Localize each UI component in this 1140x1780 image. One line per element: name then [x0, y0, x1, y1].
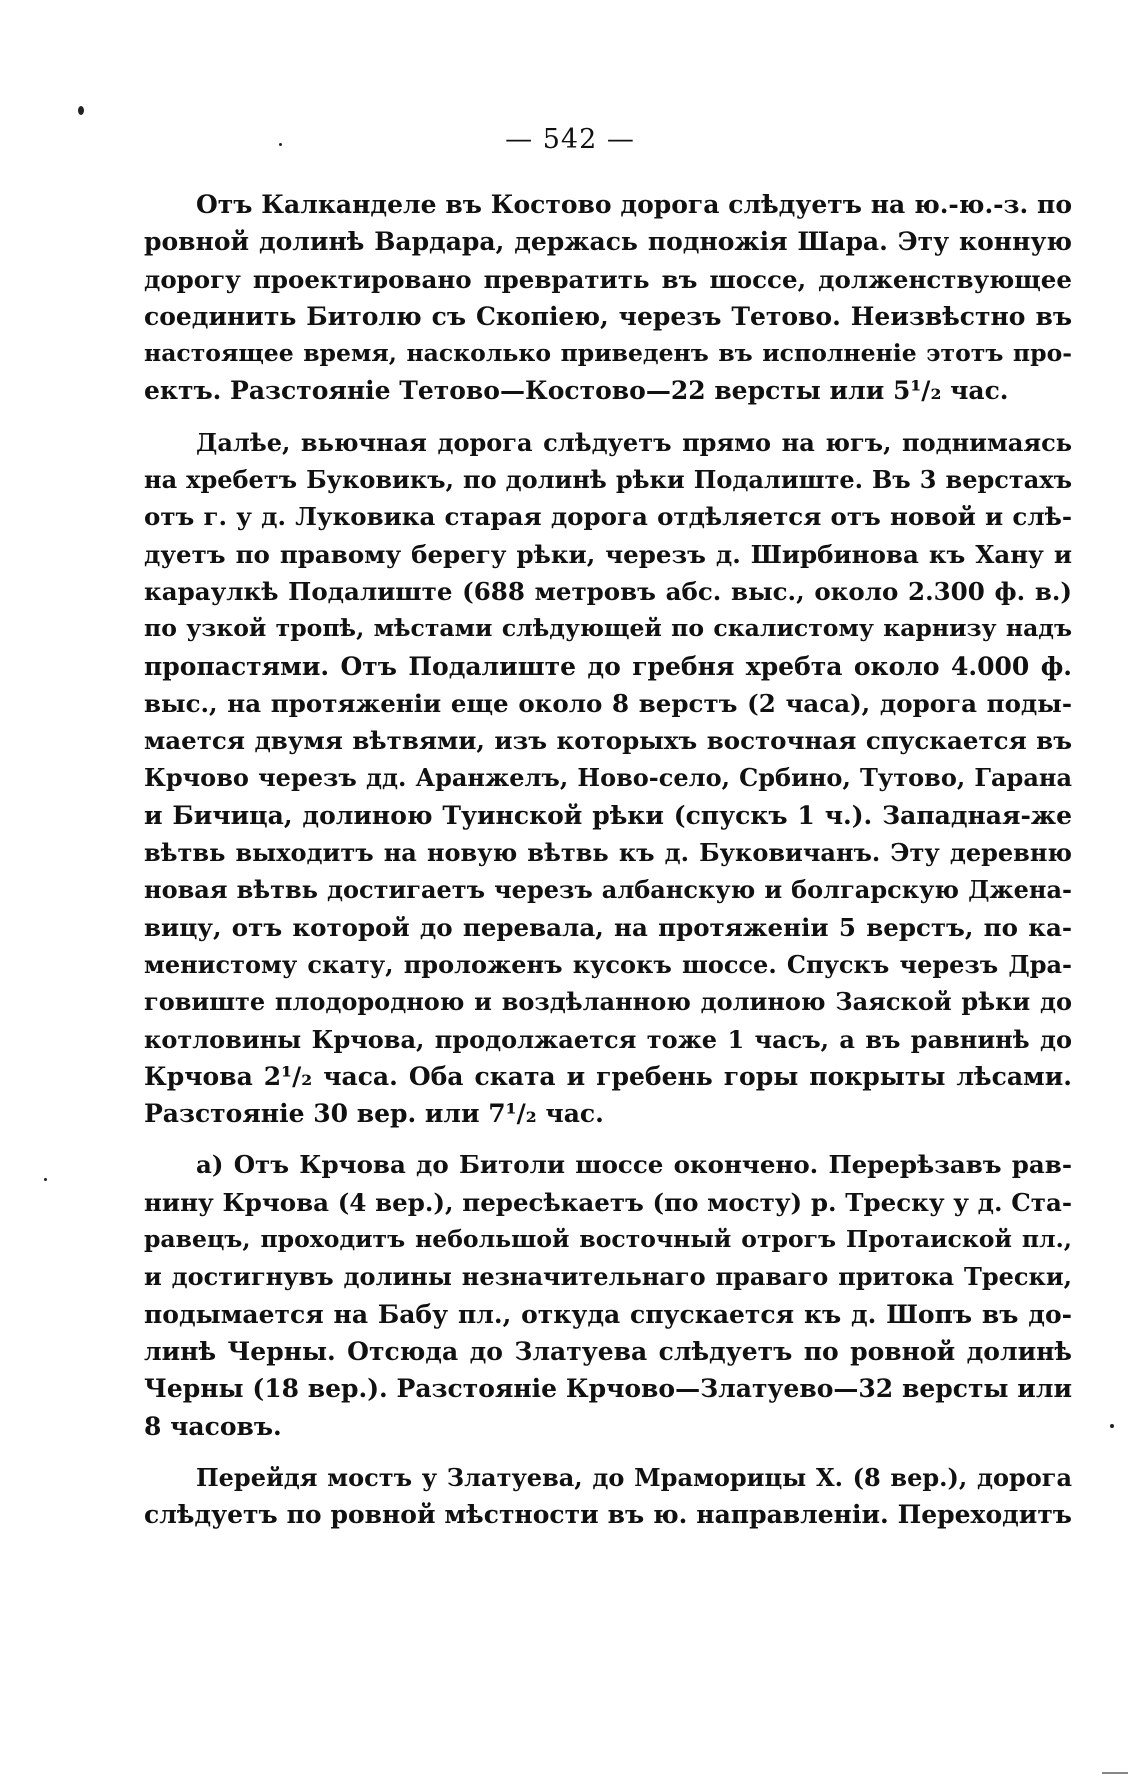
text-line: Отъ Калканделе въ Костово дорога слѣдуетъ на ю.-ю.-з. по: [196, 190, 1072, 219]
text-line: слѣдуетъ по ровной мѣстности въ ю. направленіи. Переходитъ: [144, 1500, 1072, 1530]
text-line: Крчова 2¹/₂ часа. Оба ската и гребень горы покрыты лѣсами.: [144, 1061, 1072, 1091]
text-line: ровной долинѣ Вардара, держась подножія Шара. Эту конную: [144, 227, 1072, 257]
paragraph-1: [144, 186, 1072, 410]
text-line: Разстояніе 30 вер. или 7¹/₂ час.: [144, 1099, 604, 1129]
text-line: котловины Крчова, продолжается тоже 1 часъ, а въ равнинѣ до: [144, 1024, 1072, 1054]
paragraph-4: [144, 1459, 1072, 1534]
text-line: a) Отъ Крчова до Битоли шоссе окончено. Перерѣзавъ рав-: [196, 1150, 1072, 1180]
text-line: пропастями. Отъ Подалиште до гребня хребта около 4.000 ф.: [144, 651, 1072, 681]
text-line: дорогу проектировано превратить въ шоссе, долженствующее: [144, 264, 1072, 294]
text-line: караулкѣ Подалиште (688 метровъ абс. выс., около 2.300 ф. в.): [144, 576, 1072, 606]
text-line: Далѣе, вьючная дорога слѣдуетъ прямо на югъ, поднимаясь: [196, 427, 1072, 457]
scan-speck: [44, 1178, 47, 1181]
body-text: [144, 186, 1072, 1547]
text-line: отъ г. у д. Луковика старая дорога отдѣляется отъ новой и слѣ-: [144, 502, 1072, 532]
text-line: дуетъ по правому берегу рѣки, черезъ д. Ширбинова къ Хану и: [144, 539, 1072, 569]
text-line: и Бичица, долиною Туинской рѣки (спускъ 1 ч.). Западная-же: [144, 800, 1072, 830]
text-line: новая вѣтвь достигаетъ черезъ албанскую и болгарскую Джена-: [144, 875, 1072, 905]
text-line: Черны (18 вер.). Разстояніе Крчово—Златуево—32 версты или: [144, 1374, 1072, 1404]
text-line: Крчово черезъ дд. Аранжелъ, Ново-село, Србино, Тутово, Гарана: [144, 763, 1072, 793]
text-line: подымается на Бабу пл., откуда спускается къ д. Шопъ въ до-: [144, 1299, 1072, 1329]
text-line: мается двумя вѣтвями, изъ которыхъ восточная спускается въ: [144, 726, 1072, 756]
scan-edge-mark: [1102, 1772, 1128, 1774]
text-line: и достигнувъ долины незначительнаго праваго притока Трески,: [144, 1262, 1072, 1292]
page-number: — 542 —: [505, 124, 635, 155]
text-line: равецъ, проходитъ небольшой восточный отрогъ Протаиской пл.,: [144, 1225, 1072, 1254]
text-line: по узкой тропѣ, мѣстами слѣдующей по скалистому карнизу надъ: [144, 614, 1072, 643]
paragraph-3: [144, 1146, 1072, 1444]
paragraph-2: [144, 424, 1072, 1133]
text-line: настоящее время, насколько приведенъ въ исполненіе этотъ про-: [144, 339, 1072, 368]
text-line: соединить Битолю съ Скопіею, черезъ Тетово. Неизвѣстно въ: [144, 301, 1072, 331]
text-line: ектъ. Разстояніе Тетово—Костово—22 версты или 5¹/₂ час.: [144, 376, 1009, 406]
text-line: вицу, отъ которой до перевала, на протяженіи 5 верстъ, по ка-: [144, 912, 1072, 942]
text-line: на хребетъ Буковикъ, по долинѣ рѣки Подалиште. Въ 3 верстахъ: [144, 465, 1072, 495]
text-line: 8 часовъ.: [144, 1411, 282, 1441]
text-line: говиште плодородною и воздѣланною долиною Заяской рѣки до: [144, 987, 1072, 1017]
text-line: линѣ Черны. Отсюда до Златуева слѣдуетъ по ровной долинѣ: [144, 1336, 1072, 1366]
scan-speck: [1110, 1424, 1114, 1428]
text-line: нину Крчова (4 вер.), пересѣкаетъ (по мосту) р. Треску у д. Ста-: [144, 1187, 1072, 1217]
scan-speck: [78, 106, 84, 115]
text-line: менистому скату, проложенъ кусокъ шоссе. Спускъ черезъ Дра-: [144, 949, 1072, 979]
text-line: Перейдя мостъ у Златуева, до Мраморицы Х. (8 вер.), дорога: [196, 1462, 1072, 1492]
text-line: выс., на протяженіи еще около 8 верстъ (2 часа), дорога поды-: [144, 688, 1072, 718]
text-line: вѣтвь выходитъ на новую вѣтвь къ д. Буковичанъ. Эту деревню: [144, 838, 1072, 868]
